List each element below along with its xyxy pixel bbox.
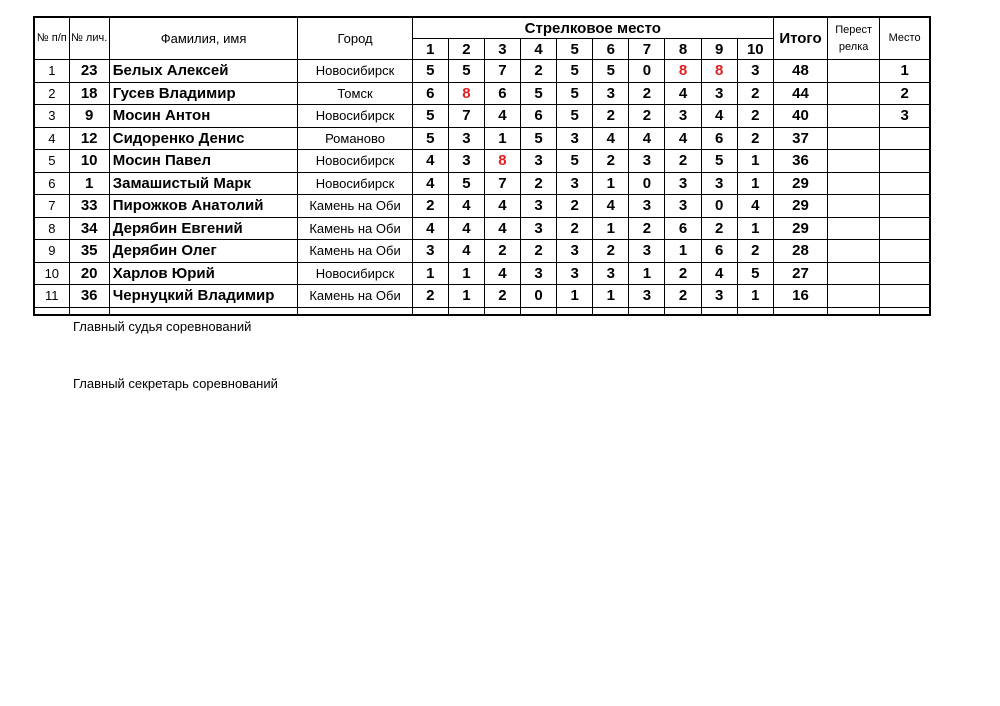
total-score: 28 xyxy=(773,240,827,263)
score-cell: 3 xyxy=(629,195,665,218)
participant-name: Замашистый Марк xyxy=(109,172,298,195)
score-cell: 2 xyxy=(521,60,557,83)
place-cell xyxy=(880,262,930,285)
row-number: 1 xyxy=(34,60,69,83)
score-cell: 1 xyxy=(412,262,448,285)
table-row xyxy=(34,195,930,218)
col-header-num-pp: № п/п xyxy=(34,17,69,60)
row-number: 2 xyxy=(34,82,69,105)
shootoff-cell xyxy=(828,150,880,173)
total-score: 36 xyxy=(773,150,827,173)
score-cell: 7 xyxy=(448,105,484,128)
score-cell: 2 xyxy=(521,172,557,195)
score-cell: 3 xyxy=(629,240,665,263)
score-cell: 4 xyxy=(593,127,629,150)
score-cell: 6 xyxy=(701,240,737,263)
score-cell: 1 xyxy=(448,285,484,308)
score-cell: 3 xyxy=(521,150,557,173)
table-row xyxy=(34,217,930,240)
participant-city: Новосибирск xyxy=(298,262,412,285)
col-header-shootoff: Перест релка xyxy=(828,17,880,60)
shootoff-cell xyxy=(828,82,880,105)
score-cell: 8 xyxy=(665,60,701,83)
score-cell: 1 xyxy=(737,150,773,173)
row-number: 10 xyxy=(34,262,69,285)
score-cell: 4 xyxy=(665,82,701,105)
blank-cell xyxy=(69,307,109,315)
score-cell: 1 xyxy=(665,240,701,263)
score-cell: 5 xyxy=(557,82,593,105)
blank-cell xyxy=(701,307,737,315)
score-cell: 7 xyxy=(484,60,520,83)
position-header-5: 5 xyxy=(557,39,593,60)
score-cell: 4 xyxy=(701,105,737,128)
score-cell: 2 xyxy=(593,105,629,128)
score-cell: 5 xyxy=(412,127,448,150)
participant-city: Томск xyxy=(298,82,412,105)
score-cell: 1 xyxy=(593,217,629,240)
participant-name: Мосин Антон xyxy=(109,105,298,128)
score-cell: 4 xyxy=(412,217,448,240)
row-number: 8 xyxy=(34,217,69,240)
score-cell: 5 xyxy=(701,150,737,173)
score-cell: 5 xyxy=(557,60,593,83)
score-cell: 5 xyxy=(557,150,593,173)
row-number: 7 xyxy=(34,195,69,218)
total-score: 27 xyxy=(773,262,827,285)
score-cell: 3 xyxy=(448,150,484,173)
personal-number: 33 xyxy=(69,195,109,218)
score-cell: 6 xyxy=(665,217,701,240)
row-number: 6 xyxy=(34,172,69,195)
shootoff-cell xyxy=(828,217,880,240)
participant-city: Камень на Оби xyxy=(298,285,412,308)
col-header-num-lich: № лич. xyxy=(69,17,109,60)
participant-name: Мосин Павел xyxy=(109,150,298,173)
chief-judge-label: Главный судья соревнований xyxy=(73,319,252,334)
row-number: 5 xyxy=(34,150,69,173)
score-cell: 6 xyxy=(412,82,448,105)
total-score: 29 xyxy=(773,172,827,195)
score-cell: 1 xyxy=(593,172,629,195)
blank-cell xyxy=(629,307,665,315)
place-cell xyxy=(880,240,930,263)
blank-cell xyxy=(665,307,701,315)
personal-number: 10 xyxy=(69,150,109,173)
place-cell: 2 xyxy=(880,82,930,105)
score-cell: 0 xyxy=(629,172,665,195)
score-cell: 2 xyxy=(737,105,773,128)
score-cell: 5 xyxy=(557,105,593,128)
blank-cell xyxy=(298,307,412,315)
score-cell: 3 xyxy=(412,240,448,263)
score-cell: 4 xyxy=(448,217,484,240)
score-cell: 6 xyxy=(484,82,520,105)
table-row xyxy=(34,105,930,128)
score-cell: 1 xyxy=(557,285,593,308)
position-header-10: 10 xyxy=(737,39,773,60)
score-cell: 4 xyxy=(484,105,520,128)
participant-name: Дерябин Олег xyxy=(109,240,298,263)
place-cell xyxy=(880,150,930,173)
row-number: 9 xyxy=(34,240,69,263)
score-cell: 3 xyxy=(557,127,593,150)
score-cell: 1 xyxy=(593,285,629,308)
shootoff-cell xyxy=(828,172,880,195)
score-cell: 2 xyxy=(737,127,773,150)
score-cell: 5 xyxy=(412,105,448,128)
score-cell: 4 xyxy=(484,195,520,218)
score-cell: 7 xyxy=(484,172,520,195)
score-cell: 3 xyxy=(557,262,593,285)
score-cell: 2 xyxy=(412,195,448,218)
score-cell: 3 xyxy=(665,105,701,128)
score-cell: 5 xyxy=(593,60,629,83)
score-cell: 4 xyxy=(448,240,484,263)
blank-cell xyxy=(593,307,629,315)
place-cell xyxy=(880,195,930,218)
personal-number: 23 xyxy=(69,60,109,83)
personal-number: 1 xyxy=(69,172,109,195)
score-cell: 4 xyxy=(737,195,773,218)
shootoff-cell xyxy=(828,240,880,263)
blank-cell xyxy=(521,307,557,315)
total-score: 44 xyxy=(773,82,827,105)
personal-number: 9 xyxy=(69,105,109,128)
personal-number: 34 xyxy=(69,217,109,240)
blank-cell xyxy=(109,307,298,315)
score-cell: 2 xyxy=(484,285,520,308)
participant-city: Новосибирск xyxy=(298,172,412,195)
score-cell: 2 xyxy=(629,82,665,105)
participant-name: Дерябин Евгений xyxy=(109,217,298,240)
col-header-place: Место xyxy=(880,17,930,60)
score-cell: 3 xyxy=(629,150,665,173)
score-cell: 2 xyxy=(521,240,557,263)
score-cell: 2 xyxy=(629,217,665,240)
score-cell: 8 xyxy=(701,60,737,83)
score-cell: 2 xyxy=(484,240,520,263)
col-header-shooting-position: Стрелковое место xyxy=(412,17,773,39)
score-cell: 3 xyxy=(593,82,629,105)
score-cell: 3 xyxy=(521,217,557,240)
participant-name: Гусев Владимир xyxy=(109,82,298,105)
total-score: 16 xyxy=(773,285,827,308)
score-cell: 5 xyxy=(737,262,773,285)
score-cell: 6 xyxy=(521,105,557,128)
blank-cell xyxy=(448,307,484,315)
position-header-4: 4 xyxy=(521,39,557,60)
score-cell: 5 xyxy=(521,82,557,105)
table-row xyxy=(34,240,930,263)
score-cell: 4 xyxy=(484,217,520,240)
score-cell: 4 xyxy=(448,195,484,218)
score-cell: 3 xyxy=(665,172,701,195)
participant-name: Сидоренко Денис xyxy=(109,127,298,150)
score-cell: 2 xyxy=(593,240,629,263)
score-cell: 1 xyxy=(737,172,773,195)
participant-city: Камень на Оби xyxy=(298,195,412,218)
blank-cell xyxy=(557,307,593,315)
table-row xyxy=(34,172,930,195)
total-score: 37 xyxy=(773,127,827,150)
total-score: 40 xyxy=(773,105,827,128)
score-cell: 1 xyxy=(448,262,484,285)
score-cell: 3 xyxy=(629,285,665,308)
shootoff-cell xyxy=(828,285,880,308)
total-score: 29 xyxy=(773,217,827,240)
score-cell: 5 xyxy=(412,60,448,83)
position-header-1: 1 xyxy=(412,39,448,60)
shootoff-cell xyxy=(828,195,880,218)
table-row xyxy=(34,127,930,150)
score-cell: 2 xyxy=(701,217,737,240)
score-cell: 8 xyxy=(484,150,520,173)
score-cell: 3 xyxy=(701,82,737,105)
table-row xyxy=(34,82,930,105)
score-cell: 4 xyxy=(701,262,737,285)
personal-number: 12 xyxy=(69,127,109,150)
score-cell: 3 xyxy=(557,240,593,263)
participant-name: Харлов Юрий xyxy=(109,262,298,285)
personal-number: 20 xyxy=(69,262,109,285)
participant-name: Белых Алексей xyxy=(109,60,298,83)
blank-cell xyxy=(34,307,69,315)
score-cell: 2 xyxy=(665,262,701,285)
personal-number: 36 xyxy=(69,285,109,308)
shootoff-cell xyxy=(828,127,880,150)
score-cell: 2 xyxy=(737,240,773,263)
participant-city: Новосибирск xyxy=(298,150,412,173)
place-cell: 3 xyxy=(880,105,930,128)
participant-city: Романово xyxy=(298,127,412,150)
score-cell: 2 xyxy=(593,150,629,173)
score-cell: 0 xyxy=(629,60,665,83)
col-header-name: Фамилия, имя xyxy=(109,17,298,60)
score-cell: 3 xyxy=(665,195,701,218)
participant-city: Камень на Оби xyxy=(298,217,412,240)
table-row xyxy=(34,60,930,83)
score-cell: 2 xyxy=(629,105,665,128)
score-cell: 3 xyxy=(557,172,593,195)
col-header-city: Город xyxy=(298,17,412,60)
score-cell: 1 xyxy=(484,127,520,150)
blank-cell xyxy=(828,307,880,315)
place-cell xyxy=(880,217,930,240)
blank-row xyxy=(34,307,930,315)
position-header-3: 3 xyxy=(484,39,520,60)
score-cell: 1 xyxy=(737,217,773,240)
shootoff-cell xyxy=(828,60,880,83)
score-cell: 1 xyxy=(737,285,773,308)
place-cell: 1 xyxy=(880,60,930,83)
score-cell: 4 xyxy=(412,150,448,173)
blank-cell xyxy=(737,307,773,315)
score-cell: 2 xyxy=(737,82,773,105)
score-cell: 4 xyxy=(484,262,520,285)
participant-name: Пирожков Анатолий xyxy=(109,195,298,218)
row-number: 11 xyxy=(34,285,69,308)
score-cell: 5 xyxy=(448,172,484,195)
col-header-total: Итого xyxy=(773,17,827,60)
shootoff-cell xyxy=(828,105,880,128)
score-cell: 2 xyxy=(557,195,593,218)
chief-secretary-label: Главный секретарь соревнований xyxy=(73,376,278,391)
score-cell: 8 xyxy=(448,82,484,105)
score-cell: 2 xyxy=(665,150,701,173)
position-header-7: 7 xyxy=(629,39,665,60)
score-cell: 2 xyxy=(412,285,448,308)
score-cell: 5 xyxy=(448,60,484,83)
place-cell xyxy=(880,172,930,195)
blank-cell xyxy=(484,307,520,315)
score-cell: 1 xyxy=(629,262,665,285)
table-row xyxy=(34,285,930,308)
blank-cell xyxy=(773,307,827,315)
total-score: 29 xyxy=(773,195,827,218)
score-cell: 3 xyxy=(521,195,557,218)
score-cell: 5 xyxy=(521,127,557,150)
participant-city: Камень на Оби xyxy=(298,240,412,263)
participant-name: Чернуцкий Владимир xyxy=(109,285,298,308)
results-table xyxy=(33,16,931,316)
score-cell: 3 xyxy=(593,262,629,285)
place-cell xyxy=(880,127,930,150)
blank-cell xyxy=(412,307,448,315)
row-number: 3 xyxy=(34,105,69,128)
score-cell: 4 xyxy=(412,172,448,195)
row-number: 4 xyxy=(34,127,69,150)
score-cell: 0 xyxy=(701,195,737,218)
score-cell: 4 xyxy=(665,127,701,150)
blank-cell xyxy=(880,307,930,315)
position-header-6: 6 xyxy=(593,39,629,60)
score-cell: 4 xyxy=(593,195,629,218)
place-cell xyxy=(880,285,930,308)
score-cell: 4 xyxy=(629,127,665,150)
score-cell: 2 xyxy=(665,285,701,308)
personal-number: 35 xyxy=(69,240,109,263)
score-cell: 3 xyxy=(448,127,484,150)
score-cell: 0 xyxy=(521,285,557,308)
score-cell: 3 xyxy=(701,285,737,308)
table-row xyxy=(34,150,930,173)
position-header-8: 8 xyxy=(665,39,701,60)
participant-city: Новосибирск xyxy=(298,60,412,83)
participant-city: Новосибирск xyxy=(298,105,412,128)
position-header-2: 2 xyxy=(448,39,484,60)
score-cell: 3 xyxy=(521,262,557,285)
score-cell: 3 xyxy=(701,172,737,195)
total-score: 48 xyxy=(773,60,827,83)
position-header-9: 9 xyxy=(701,39,737,60)
shootoff-cell xyxy=(828,262,880,285)
score-cell: 6 xyxy=(701,127,737,150)
score-cell: 2 xyxy=(557,217,593,240)
table-row xyxy=(34,262,930,285)
score-cell: 3 xyxy=(737,60,773,83)
personal-number: 18 xyxy=(69,82,109,105)
